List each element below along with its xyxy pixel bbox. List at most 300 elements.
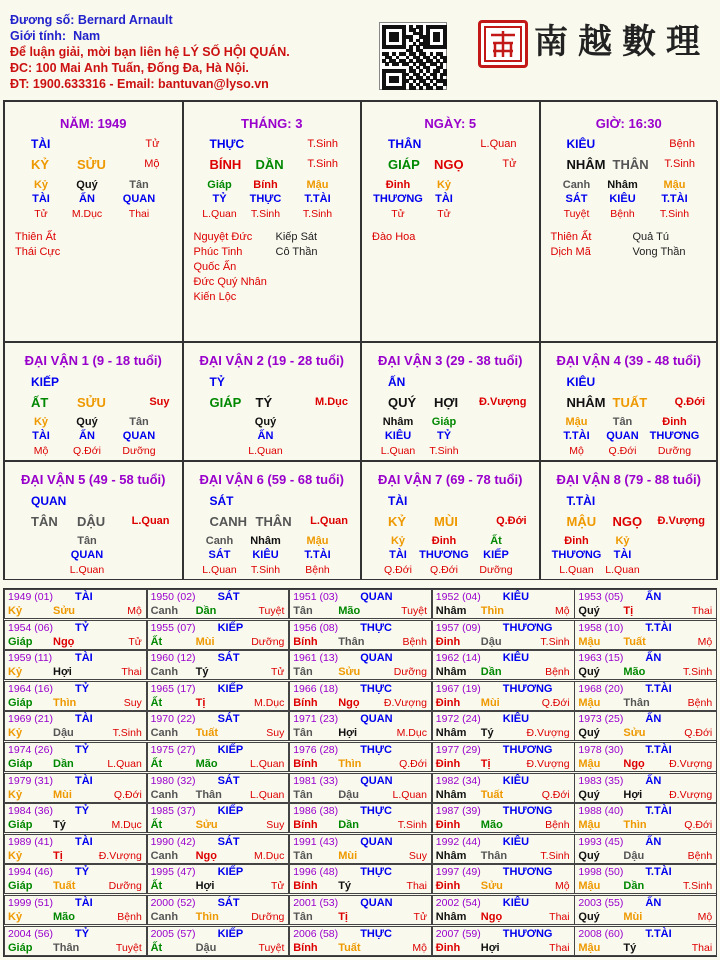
year-god: SÁT xyxy=(217,652,240,665)
year-label: 1965 (17) xyxy=(150,682,196,695)
dai-van-stem: MẬU xyxy=(566,514,597,529)
year-god: KIẾP xyxy=(217,621,244,634)
hidden-god: KIÊU xyxy=(252,549,279,561)
year-god: KIẾP xyxy=(217,927,244,940)
pillar-god: THỰC xyxy=(209,137,245,151)
year-cell xyxy=(574,711,717,741)
year-stage: M.Dục xyxy=(111,819,142,832)
year-stem: Đinh xyxy=(435,635,461,648)
hidden-stem: Mậu xyxy=(306,179,329,191)
year-stage: Suy xyxy=(266,819,285,832)
hidden-god: T.TÀI xyxy=(304,193,331,205)
year-cell xyxy=(147,620,290,650)
year-branch: Hợi xyxy=(338,727,358,740)
dai-van-stem: TÂN xyxy=(31,514,58,529)
hidden-god: QUAN xyxy=(122,430,156,442)
hidden-god: THƯƠNG xyxy=(373,193,423,205)
year-cell xyxy=(432,773,575,803)
qr-module xyxy=(413,86,417,90)
year-cell xyxy=(4,711,147,741)
year-cell xyxy=(147,803,290,833)
year-god: QUAN xyxy=(360,897,393,909)
dai-van-god: TÀI xyxy=(388,494,408,508)
year-cell xyxy=(574,650,717,680)
year-cell xyxy=(574,803,717,833)
year-god: SÁT xyxy=(217,774,240,787)
year-stem: Giáp xyxy=(8,758,33,770)
year-label: 1990 (42) xyxy=(150,835,196,848)
year-stage: Thai xyxy=(549,911,570,923)
dai-van-title: ĐẠI VẬN 2 (19 - 28 tuổi) xyxy=(199,353,344,368)
year-stem: Quý xyxy=(578,911,600,923)
year-label: 1969 (21) xyxy=(8,713,53,726)
year-cell xyxy=(4,926,147,956)
year-stem: Tân xyxy=(293,788,313,801)
year-branch: Tý xyxy=(623,941,637,954)
year-label: 1974 (26) xyxy=(8,744,53,756)
year-cell xyxy=(574,864,717,894)
year-stem: Quý xyxy=(578,788,600,801)
year-label: 1999 (51) xyxy=(8,897,53,909)
year-branch: Thân xyxy=(195,788,222,801)
year-label: 1978 (30) xyxy=(578,744,624,756)
year-stage: Dưỡng xyxy=(108,880,142,893)
year-branch: Ngọ xyxy=(53,635,75,648)
year-stage: Q.Đới xyxy=(399,758,427,770)
qr-code-icon[interactable] xyxy=(379,22,447,90)
year-god: KIẾP xyxy=(217,744,244,756)
year-label: 1988 (40) xyxy=(578,805,624,818)
year-label: 1957 (09) xyxy=(435,621,481,634)
year-god: ẤN xyxy=(645,652,662,665)
hidden-stem: Tân xyxy=(77,535,97,547)
year-branch: Mùi xyxy=(623,911,643,923)
year-branch: Tý xyxy=(195,666,209,679)
year-stage: Q.Đới xyxy=(113,788,142,801)
dai-van-branch: NGỌ xyxy=(612,514,643,529)
year-cell xyxy=(4,681,147,711)
year-stem: Ất xyxy=(150,880,163,893)
hidden-stem: Quý xyxy=(76,416,98,428)
year-cell xyxy=(432,864,575,894)
hidden-stem: Quý xyxy=(76,179,98,191)
year-stem: Tân xyxy=(293,849,313,862)
year-branch: Thìn xyxy=(338,758,362,770)
year-label: 1971 (23) xyxy=(293,713,339,726)
dai-van-branch: HỢI xyxy=(434,395,459,410)
year-stage: Bệnh xyxy=(687,696,713,709)
qr-module xyxy=(436,39,440,43)
hidden-stem: Canh xyxy=(562,179,591,191)
year-label: 1953 (05) xyxy=(578,591,624,603)
qr-module xyxy=(402,86,406,90)
dai-van-god: QUAN xyxy=(31,494,67,508)
year-stem: Ất xyxy=(150,758,163,770)
year-label: 1996 (48) xyxy=(293,866,339,879)
year-cell xyxy=(147,742,290,772)
year-branch: Thân xyxy=(338,635,365,648)
pillar-nayin: Mộ xyxy=(144,158,160,170)
year-god: THƯƠNG xyxy=(502,744,553,756)
year-stem: Kỷ xyxy=(8,727,23,740)
year-cell xyxy=(432,895,575,925)
dai-van-title: ĐẠI VẬN 8 (79 - 88 tuổi) xyxy=(556,472,701,487)
dai-van-god: KIẾP xyxy=(31,375,60,389)
year-label: 1952 (04) xyxy=(435,591,481,603)
year-branch: Dậu xyxy=(480,635,502,648)
year-label: 1981 (33) xyxy=(293,774,339,787)
hidden-god: KIÊU xyxy=(384,430,412,442)
year-stage: Mộ xyxy=(555,880,570,893)
pillar-stem: GIÁP xyxy=(388,157,420,172)
hidden-god: THƯƠNG xyxy=(419,549,469,561)
qr-module xyxy=(443,83,447,87)
year-label: 2001 (53) xyxy=(293,897,339,909)
year-cell xyxy=(147,926,290,956)
hidden-stem: Nhâm xyxy=(607,179,638,191)
year-god: KIÊU xyxy=(502,835,530,848)
year-stem: Mậu xyxy=(578,635,601,648)
pillar-title: NGÀY: 5 xyxy=(424,116,477,131)
dai-van-god: SÁT xyxy=(209,494,234,508)
year-stage: L.Quan xyxy=(249,788,285,801)
hidden-god: T.TÀI xyxy=(661,193,688,205)
year-stem: Bính xyxy=(293,696,318,709)
pillar-title: NĂM: 1949 xyxy=(60,116,127,131)
hidden-stem: Ất xyxy=(490,535,502,547)
hidden-stage: Bệnh xyxy=(610,208,635,220)
year-stem: Quý xyxy=(578,849,600,862)
owner-name: Đương số: Bernard Arnault xyxy=(10,13,173,27)
year-god: QUAN xyxy=(360,835,393,848)
dai-van-nayin: L.Quan xyxy=(310,515,348,527)
year-stem: Mậu xyxy=(578,758,601,770)
year-branch: Hợi xyxy=(480,941,500,954)
year-branch: Dần xyxy=(480,666,502,679)
logo-text: 南越數理 xyxy=(534,22,710,62)
hidden-god: T.TÀI xyxy=(563,430,590,442)
year-stem: Ất xyxy=(150,941,163,954)
year-label: 1962 (14) xyxy=(435,652,481,665)
dai-van-nayin: Suy xyxy=(149,396,170,408)
year-stage: T.Sinh xyxy=(397,819,427,832)
year-label: 1975 (27) xyxy=(150,744,196,756)
year-label: 1970 (22) xyxy=(150,713,196,726)
year-cell xyxy=(574,620,717,650)
year-label: 1980 (32) xyxy=(150,774,196,787)
hidden-stage: T.Sinh xyxy=(250,564,281,576)
year-god: QUAN xyxy=(360,591,393,603)
hidden-stage: Tử xyxy=(391,208,405,220)
year-stage: Tử xyxy=(413,911,427,923)
dai-van-cell xyxy=(540,461,719,580)
year-label: 2008 (60) xyxy=(578,927,624,940)
qr-module xyxy=(396,79,400,83)
year-cell xyxy=(147,834,290,864)
year-god: TỶ xyxy=(75,621,90,634)
year-branch: Ngọ xyxy=(195,849,217,862)
year-stage: Suy xyxy=(266,727,285,740)
year-branch: Tị xyxy=(480,758,491,770)
year-cell xyxy=(147,711,290,741)
year-branch: Tý xyxy=(53,819,66,832)
hidden-stage: L.Quan xyxy=(202,208,237,220)
year-branch: Mão xyxy=(623,666,646,679)
qr-module xyxy=(396,39,400,43)
year-god: KIẾP xyxy=(217,866,244,879)
hidden-stem: Canh xyxy=(205,535,234,547)
year-label: 1979 (31) xyxy=(8,774,53,787)
hidden-god: ẤN xyxy=(79,193,95,205)
header xyxy=(0,0,720,100)
year-cell xyxy=(574,589,717,619)
year-stem: Đinh xyxy=(435,696,461,709)
year-stem: Quý xyxy=(578,605,600,617)
hidden-stem: Tân xyxy=(612,416,633,428)
year-label: 1958 (10) xyxy=(578,621,624,634)
year-stem: Canh xyxy=(150,849,179,862)
dai-van-cell xyxy=(361,461,540,580)
dai-van-nayin: M.Dục xyxy=(315,396,348,408)
pillar-nayin: T.Sinh xyxy=(307,158,338,170)
year-stem: Mậu xyxy=(578,880,601,893)
year-god: TỶ xyxy=(75,805,90,818)
dai-van-title: ĐẠI VẬN 1 (9 - 18 tuổi) xyxy=(24,353,162,368)
year-god: THỰC xyxy=(360,866,392,879)
hidden-stem: Kỷ xyxy=(33,416,49,428)
year-branch: Tuất xyxy=(53,880,76,893)
hidden-stage: Dưỡng xyxy=(657,445,692,457)
year-stem: Ất xyxy=(150,635,163,648)
year-stem: Bính xyxy=(293,941,318,954)
hidden-stage: Q.Đới xyxy=(73,445,101,457)
year-stem: Đinh xyxy=(435,819,461,832)
year-god: TÀI xyxy=(75,897,93,909)
phone-email-line[interactable]: ĐT: 1900.633316 - Email: bantuvan@lyso.vn xyxy=(10,77,269,91)
dai-van-branch: TUẤT xyxy=(612,395,648,410)
year-label: 1950 (02) xyxy=(150,591,196,603)
year-god: ẤN xyxy=(645,897,662,909)
hidden-stem: Mậu xyxy=(565,416,588,428)
hidden-stem: Kỷ xyxy=(390,535,406,547)
year-branch: Tuất xyxy=(480,788,504,801)
year-cell xyxy=(4,803,147,833)
year-branch: Mùi xyxy=(338,849,358,862)
year-label: 2002 (54) xyxy=(435,897,481,909)
year-label: 1963 (15) xyxy=(578,652,624,665)
year-cell xyxy=(432,620,575,650)
year-label: 2007 (59) xyxy=(435,927,481,940)
year-branch: Dậu xyxy=(195,941,217,954)
year-stage: M.Dục xyxy=(396,727,427,740)
qr-module xyxy=(396,62,400,66)
year-cell xyxy=(289,681,432,711)
year-god: SÁT xyxy=(217,713,240,726)
year-stem: Đinh xyxy=(435,941,461,954)
contact-invite: Để luận giải, mời bạn liên hệ LÝ SỐ HỘI QUÁN. xyxy=(10,45,290,59)
year-cell xyxy=(4,773,147,803)
pillar-cell xyxy=(361,101,540,342)
hidden-stem: Đinh xyxy=(564,535,589,547)
year-cell xyxy=(574,926,717,956)
hidden-god: THƯƠNG xyxy=(551,549,602,561)
year-branch: Tuất xyxy=(623,635,646,648)
hidden-stage: L.Quan xyxy=(69,564,105,576)
year-stem: Quý xyxy=(578,666,600,679)
year-stage: Mộ xyxy=(412,941,427,954)
pillar-branch: SỬU xyxy=(77,157,106,172)
year-label: 1984 (36) xyxy=(8,805,53,818)
year-god: TÀI xyxy=(75,652,93,665)
seal-icon xyxy=(478,20,528,68)
year-branch: Dậu xyxy=(338,788,359,801)
year-stage: Mộ xyxy=(697,911,713,923)
year-branch: Mùi xyxy=(195,635,215,648)
year-stage: Mộ xyxy=(697,635,713,648)
brand-logo xyxy=(478,14,710,74)
hidden-stem: Bính xyxy=(253,179,278,191)
pillar-god: THÂN xyxy=(388,137,422,151)
year-label: 1966 (18) xyxy=(293,682,339,695)
dai-van-nayin: Q.Đới xyxy=(496,515,527,527)
year-stage: Suy xyxy=(408,849,427,862)
year-label: 1976 (28) xyxy=(293,744,339,756)
hidden-god: TÀI xyxy=(613,549,632,561)
hidden-god: TỶ xyxy=(212,193,227,205)
stars-left: Thiên Ất Thái Cực xyxy=(15,231,61,258)
year-branch: Thìn xyxy=(623,819,647,832)
year-stage: Tử xyxy=(270,666,285,679)
year-stage: Mộ xyxy=(555,605,570,617)
year-label: 1997 (49) xyxy=(435,866,481,879)
pillar-branch: THÂN xyxy=(612,157,649,172)
year-branch: Sửu xyxy=(53,605,76,617)
hidden-god: TÀI xyxy=(435,193,453,205)
year-stage: Bệnh xyxy=(545,666,570,679)
year-stage: Thai xyxy=(406,880,427,893)
year-label: 1993 (45) xyxy=(578,835,624,848)
year-label: 1956 (08) xyxy=(293,621,339,634)
annual-luck-table xyxy=(3,588,717,957)
year-god: T.TÀI xyxy=(645,805,672,818)
dai-van-nayin: L.Quan xyxy=(131,515,170,527)
year-branch: Dậu xyxy=(623,849,645,862)
year-stage: Bệnh xyxy=(402,635,427,648)
year-stem: Kỷ xyxy=(8,788,23,801)
year-stem: Canh xyxy=(150,788,179,801)
year-branch: Mùi xyxy=(53,788,72,801)
year-stage: Đ.Vượng xyxy=(669,788,713,801)
hidden-stage: L.Quan xyxy=(605,564,640,576)
year-label: 1959 (11) xyxy=(8,652,53,665)
hidden-stem: Kỷ xyxy=(33,179,49,191)
year-stem: Nhâm xyxy=(435,788,467,801)
year-stem: Ất xyxy=(150,696,163,709)
year-cell xyxy=(289,895,432,925)
year-branch: Thân xyxy=(53,941,80,954)
hidden-stem: Đinh xyxy=(431,535,457,547)
year-branch: Sửu xyxy=(338,666,361,679)
pillar-branch: NGỌ xyxy=(434,157,464,172)
year-stage: Q.Đới xyxy=(541,788,570,801)
year-stage: Bệnh xyxy=(687,849,713,862)
hidden-stem: Tân xyxy=(129,179,149,191)
year-stage: Q.Đới xyxy=(684,727,713,740)
year-god: TỶ xyxy=(75,927,90,940)
pillar-branch: DẦN xyxy=(255,157,284,172)
hidden-stem: Giáp xyxy=(431,416,457,428)
year-cell xyxy=(432,926,575,956)
year-cell xyxy=(4,742,147,772)
year-branch: Tị xyxy=(338,911,348,923)
hidden-stage: M.Dục xyxy=(71,208,103,220)
year-label: 1987 (39) xyxy=(435,805,481,818)
year-branch: Hợi xyxy=(53,666,72,679)
year-cell xyxy=(289,589,432,619)
year-cell xyxy=(574,773,717,803)
year-god: SÁT xyxy=(217,591,240,603)
address-line: ĐC: 100 Mai Anh Tuấn, Đống Đa, Hà Nội. xyxy=(10,61,249,75)
year-god: KIÊU xyxy=(502,713,530,726)
year-stem: Canh xyxy=(150,666,179,679)
year-branch: Ngọ xyxy=(480,911,503,923)
year-label: 1968 (20) xyxy=(578,682,624,695)
year-stage: Tuyệt xyxy=(258,941,285,954)
hidden-god: TÀI xyxy=(32,193,50,205)
hidden-stem: Tân xyxy=(129,416,149,428)
year-stem: Giáp xyxy=(8,880,33,893)
year-stage: Đ.Vượng xyxy=(526,727,570,740)
hidden-stage: Thai xyxy=(128,208,150,220)
year-god: KIÊU xyxy=(502,897,530,909)
year-cell xyxy=(4,620,147,650)
year-god: ẤN xyxy=(645,774,662,787)
year-stage: Đ.Vượng xyxy=(526,758,570,770)
hidden-god: ẤN xyxy=(257,430,274,442)
year-god: QUAN xyxy=(360,652,393,665)
dai-van-cell xyxy=(361,342,540,461)
year-stage: L.Quan xyxy=(107,758,142,770)
year-stem: Đinh xyxy=(435,880,461,893)
dai-van-stem: KỶ xyxy=(388,514,407,529)
year-stem: Nhâm xyxy=(435,727,467,740)
stars-left: Thiên Ất Dịch Mã xyxy=(550,231,592,258)
year-god: THỰC xyxy=(360,682,392,695)
qr-module xyxy=(385,62,389,66)
year-branch: Thìn xyxy=(53,696,77,709)
hidden-stem: Nhâm xyxy=(382,416,414,428)
year-label: 1994 (46) xyxy=(8,866,53,879)
year-cell xyxy=(432,681,575,711)
year-stage: Q.Đới xyxy=(541,696,570,709)
year-label: 1998 (50) xyxy=(578,866,624,879)
year-stage: T.Sinh xyxy=(683,666,713,679)
dai-van-god: ẤN xyxy=(388,375,406,389)
year-stem: Mậu xyxy=(578,696,601,709)
year-branch: Ngọ xyxy=(338,696,360,709)
year-cell xyxy=(432,589,575,619)
hidden-god: TÀI xyxy=(389,549,407,561)
year-stage: Tuyệt xyxy=(401,605,427,617)
year-stem: Canh xyxy=(150,605,179,617)
qr-module xyxy=(419,86,423,90)
year-label: 1955 (07) xyxy=(150,621,196,634)
dai-van-title: ĐẠI VẬN 4 (39 - 48 tuổi) xyxy=(556,353,701,368)
year-branch: Tị xyxy=(195,696,206,709)
stars-left: Nguyệt Đức Phúc Tinh Quốc Ấn Đức Quý Nhân Kiến Lộc xyxy=(193,231,267,303)
stars-right: Quả Tú Vong Thần xyxy=(632,231,686,258)
hidden-stage: Dưỡng xyxy=(479,564,513,576)
